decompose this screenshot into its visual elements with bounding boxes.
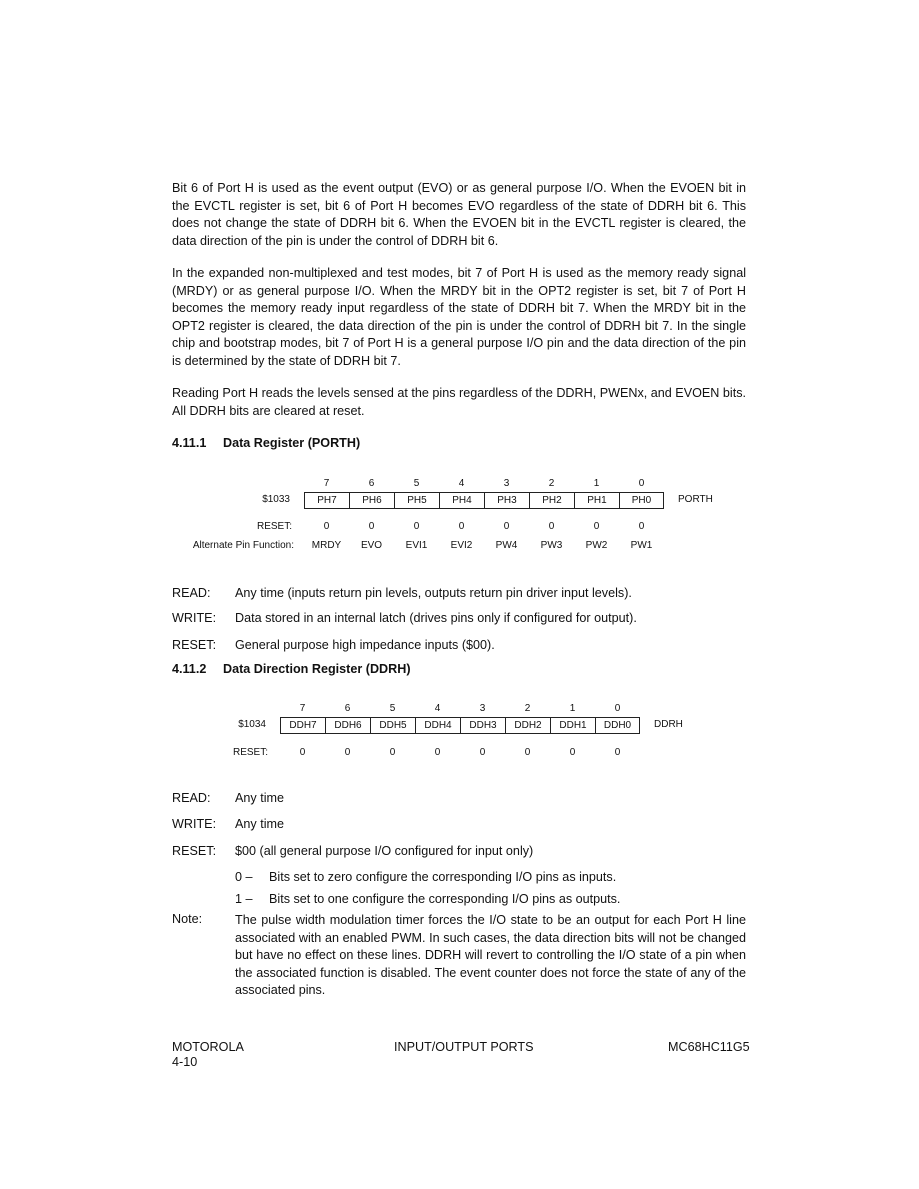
desc-key: READ: xyxy=(172,586,211,600)
paragraph-reading: Reading Port H reads the levels sensed at the pins regardless of the DDRH, PWENx, and EVOEN bits. All DDRH bits are cleared at reset. xyxy=(172,386,746,418)
desc-read xyxy=(172,790,284,807)
register-name: DDRH xyxy=(654,719,683,730)
reset-value: 0 xyxy=(548,521,555,532)
bit-meaning-text: Bits set to zero configure the corresponding I/O pins as inputs. xyxy=(269,870,617,884)
reset-value: 0 xyxy=(569,747,576,758)
desc-write xyxy=(172,610,637,627)
reset-value: 0 xyxy=(503,521,510,532)
register-address: $1033 xyxy=(262,494,290,505)
register-bit-cell: DDH7 xyxy=(280,717,325,734)
alt-function-label: Alternate Pin Function: xyxy=(192,540,294,551)
alt-function: PW2 xyxy=(585,540,608,551)
register-bit-cell: DDH2 xyxy=(505,717,550,734)
register-bit-cell: DDH4 xyxy=(415,717,460,734)
desc-key: WRITE: xyxy=(172,817,217,831)
desc-text: Data stored in an internal latch (drives pins only if configured for output). xyxy=(235,611,637,625)
bit-number: 5 xyxy=(413,478,420,489)
reset-values xyxy=(280,747,640,758)
register-bit-cell: PH3 xyxy=(484,492,529,509)
bit-number: 3 xyxy=(503,478,510,489)
footer-left xyxy=(172,1040,244,1070)
register-bit-cell: DDH3 xyxy=(460,717,505,734)
alt-function: PW3 xyxy=(540,540,563,551)
register-bit-cell: PH7 xyxy=(304,492,349,509)
alt-function: MRDY xyxy=(311,540,342,551)
dash: – xyxy=(245,870,253,884)
alt-function: PW1 xyxy=(630,540,653,551)
bit-value: 0 xyxy=(235,870,243,884)
bit-meaning-zero xyxy=(235,870,616,884)
register-address: $1034 xyxy=(238,719,266,730)
reset-label: RESET: xyxy=(256,521,292,532)
reset-value: 0 xyxy=(458,521,465,532)
section-title: Data Register (PORTH) xyxy=(223,436,361,450)
section-heading-porth xyxy=(172,436,360,450)
reset-value: 0 xyxy=(323,521,330,532)
desc-text: Any time (inputs return pin levels, outputs return pin driver input levels). xyxy=(235,586,632,600)
reset-value: 0 xyxy=(638,521,645,532)
bit-numbers xyxy=(280,703,640,714)
footer-page-number: 4-10 xyxy=(172,1055,198,1069)
bit-number: 0 xyxy=(638,478,645,489)
bit-number: 1 xyxy=(593,478,600,489)
register-cells xyxy=(280,717,640,734)
desc-key: WRITE: xyxy=(172,611,217,625)
desc-key: READ: xyxy=(172,791,211,805)
register-bit-cell: DDH0 xyxy=(595,717,640,734)
desc-key: RESET: xyxy=(172,638,217,652)
reset-value: 0 xyxy=(434,747,441,758)
desc-text: $00 (all general purpose I/O configured for input only) xyxy=(235,844,534,858)
desc-read xyxy=(172,585,632,602)
bit-number: 2 xyxy=(524,703,531,714)
paragraph-evo: Bit 6 of Port H is used as the event output (EVO) or as general purpose I/O. When the EVOEN bit in the EVCTL register is set, bit 6 of Port H becomes EVO regardless of the state of DDRH bit 6. This does not change the state of DDRH bit 6. When the EVOEN bit in the EVCTL register is cleared, the data direction of the pin is under the control of DDRH bit 6. xyxy=(172,181,746,248)
desc-write xyxy=(172,816,284,833)
dash: – xyxy=(245,892,253,906)
reset-value: 0 xyxy=(299,747,306,758)
alt-function: PW4 xyxy=(495,540,518,551)
alt-function: EVO xyxy=(360,540,383,551)
section-heading-ddrh xyxy=(172,662,411,676)
bit-meaning-one xyxy=(235,892,620,906)
register-name: PORTH xyxy=(678,494,713,505)
reset-value: 0 xyxy=(368,521,375,532)
section-title: Data Direction Register (DDRH) xyxy=(223,662,411,676)
reset-label: RESET: xyxy=(232,747,268,758)
bit-number: 7 xyxy=(323,478,330,489)
register-bit-cell: PH4 xyxy=(439,492,484,509)
alt-function-values xyxy=(304,540,664,551)
desc-text: Any time xyxy=(235,817,284,831)
bit-meaning-text: Bits set to one configure the corresponding I/O pins as outputs. xyxy=(269,892,621,906)
footer-part-number: MC68HC11G5 xyxy=(668,1040,750,1054)
reset-value: 0 xyxy=(593,521,600,532)
reset-values xyxy=(304,521,664,532)
section-number: 4.11.1 xyxy=(172,436,207,450)
bit-number: 4 xyxy=(458,478,465,489)
bit-number: 6 xyxy=(368,478,375,489)
bit-numbers xyxy=(304,478,664,489)
bit-number: 7 xyxy=(299,703,306,714)
reset-value: 0 xyxy=(413,521,420,532)
alt-function: EVI1 xyxy=(405,540,428,551)
register-bit-cell: PH1 xyxy=(574,492,619,509)
bit-number: 1 xyxy=(569,703,576,714)
note-label: Note: xyxy=(172,912,203,926)
desc-text: General purpose high impedance inputs ($00). xyxy=(235,638,495,652)
footer-chapter: INPUT/OUTPUT PORTS xyxy=(394,1040,534,1054)
bit-number: 5 xyxy=(389,703,396,714)
bit-value: 1 xyxy=(235,892,243,906)
desc-reset xyxy=(172,843,533,860)
reset-value: 0 xyxy=(344,747,351,758)
note-text: The pulse width modulation timer forces the I/O state to be an output for each Port H line associated with an enabled PWM. In such cases, the data direction bits will not be changed but have no effect on these lines. DDRH will revert to controlling the I/O state of a pin when the associated function is disabled. The event counter does not force the state of any of the associated pins. xyxy=(235,913,746,997)
bit-number: 4 xyxy=(434,703,441,714)
register-bit-cell: DDH6 xyxy=(325,717,370,734)
bit-number: 0 xyxy=(614,703,621,714)
reset-value: 0 xyxy=(389,747,396,758)
register-bit-cell: PH6 xyxy=(349,492,394,509)
desc-text: Any time xyxy=(235,791,284,805)
register-bit-cell: DDH5 xyxy=(370,717,415,734)
register-cells xyxy=(304,492,664,509)
bit-number: 3 xyxy=(479,703,486,714)
bit-number: 2 xyxy=(548,478,555,489)
footer-company: MOTOROLA xyxy=(172,1040,244,1054)
register-bit-cell: DDH1 xyxy=(550,717,595,734)
register-bit-cell: PH5 xyxy=(394,492,439,509)
reset-value: 0 xyxy=(479,747,486,758)
register-bit-cell: PH2 xyxy=(529,492,574,509)
reset-value: 0 xyxy=(524,747,531,758)
reset-value: 0 xyxy=(614,747,621,758)
alt-function: EVI2 xyxy=(450,540,473,551)
section-number: 4.11.2 xyxy=(172,662,207,676)
desc-reset xyxy=(172,637,495,654)
paragraph-mrdy: In the expanded non-multiplexed and test modes, bit 7 of Port H is used as the memory ready signal (MRDY) or as general purpose I/O. When the MRDY bit in the OPT2 register is set, bit 7 of Port H becomes the memory ready input regardless of the state of DDRH bit 7. When the MRDY bit in the OPT2 register is cleared, the data direction of the pin is under the control of DDRH bit 7. In the single chip and bootstrap modes, bit 7 of Port H is a general purpose I/O pin and the data direction of the pin is determined by the state of DDRH bit 7. xyxy=(172,266,746,368)
desc-key: RESET: xyxy=(172,844,217,858)
register-bit-cell: PH0 xyxy=(619,492,664,509)
bit-number: 6 xyxy=(344,703,351,714)
